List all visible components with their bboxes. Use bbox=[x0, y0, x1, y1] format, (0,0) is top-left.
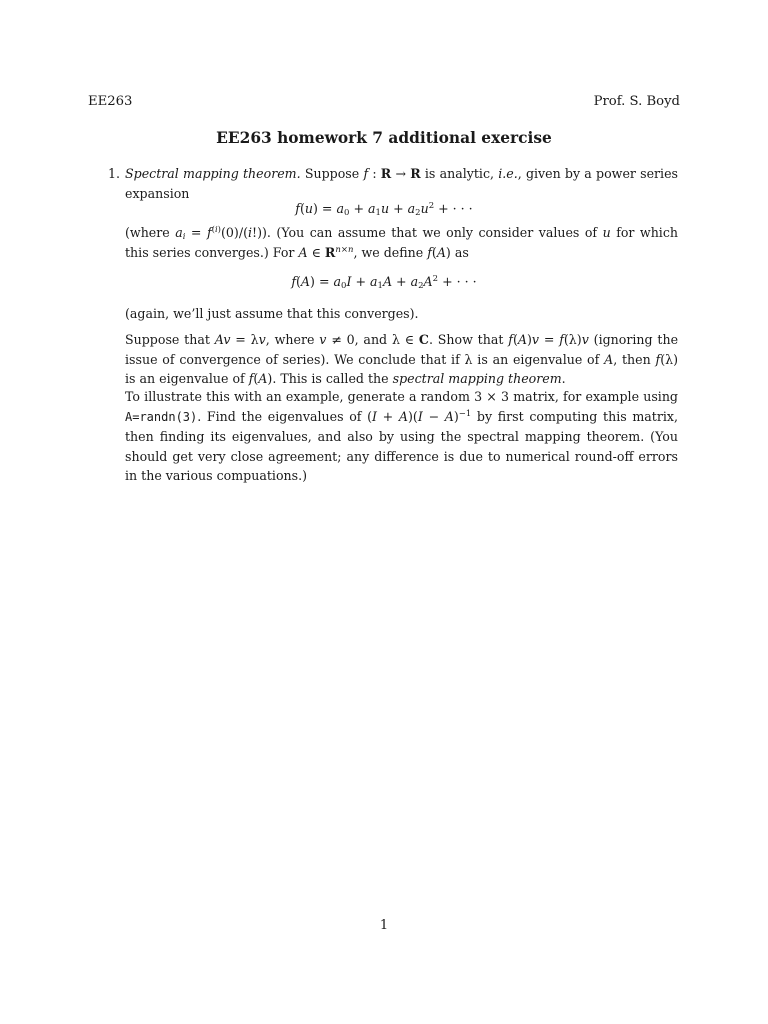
matlab-code: A=randn(3) bbox=[125, 409, 198, 424]
course-label: EE263 bbox=[88, 94, 133, 109]
eigen-paragraph: Suppose that Av = λv, where v ≠ 0, and λ ∈ C. Show that f(A)v = f(λ)v (ignoring the issue of convergence of series). We conclude that if λ is an eigenvalue of A, then f(λ) is an eigenvalue of f(A). This is called the spectral mapping theorem. bbox=[125, 332, 679, 386]
spectral-mapping-term: spectral mapping theorem bbox=[392, 371, 562, 386]
page-title: EE263 homework 7 additional exercise bbox=[216, 129, 552, 147]
problem-heading: Spectral mapping theorem. bbox=[125, 166, 301, 181]
power-series-equation: $f(u) = a_0 + a_1u + a_2u^2$ + · · · bbox=[295, 201, 473, 218]
illustration-paragraph: To illustrate this with an example, generate a random 3 × 3 matrix, for example using A=randn(3). Find the eigenvalues of $(I + A)(I - A)^{-1}$ by first computing this matrix, then finding its eigenvalues, and also by using the spectral mapping theorem. (You should get very close agreement; any difference is due to numerical round-off errors in the various compuations.) bbox=[125, 389, 679, 483]
page-number: 1 bbox=[379, 918, 389, 933]
problem-number: 1. bbox=[108, 166, 121, 181]
problem-intro: Spectral mapping theorem. Suppose f : R → R is analytic, i.e., given by a power series expansion bbox=[125, 166, 678, 201]
coefficient-paragraph: (where $a_i = f^{(i)}(0)/(i!)$). (You can assume that we only consider values of u for which this series converges.) For A ∈ $R^{n\times n}$, we define f(A) as bbox=[125, 225, 679, 260]
author-label: Prof. S. Boyd bbox=[593, 94, 680, 109]
convergence-note: (again, we’ll just assume that this converges). bbox=[125, 306, 419, 321]
matrix-series-equation: $f(A) = a_0I + a_1A + a_2A^2$ + · · · bbox=[291, 274, 477, 291]
